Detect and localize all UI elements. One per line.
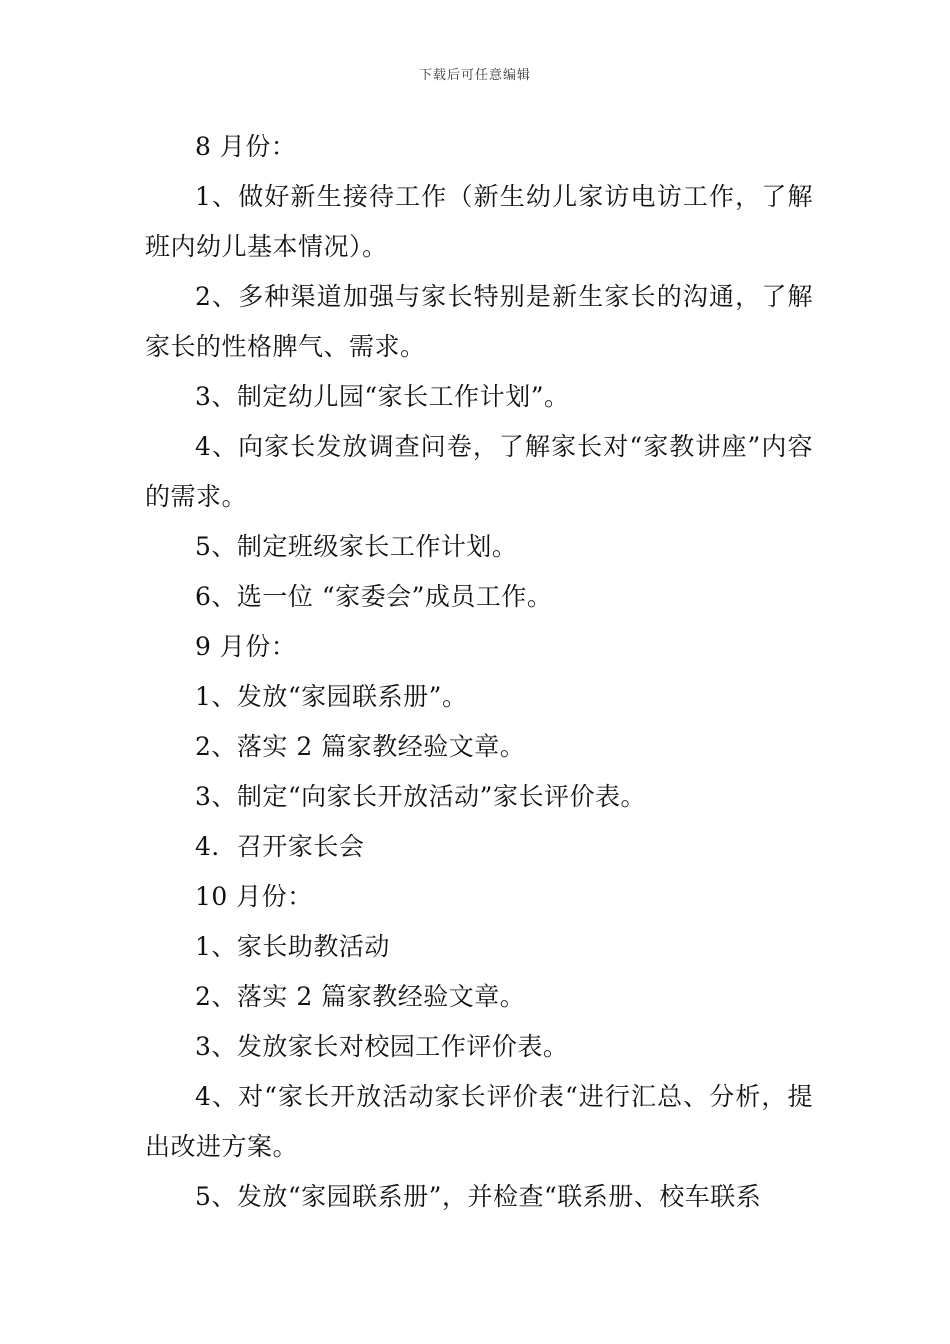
- list-item: 1、做好新生接待工作（新生幼儿家访电访工作，了解班内幼儿基本情况）。: [145, 182, 813, 261]
- month-heading-october: 10 月份：: [195, 882, 313, 911]
- list-item: 2、多种渠道加强与家长特别是新生家长的沟通，了解家长的性格脾气、需求。: [145, 282, 813, 361]
- list-item: 4、向家长发放调查问卷，了解家长对“家教讲座”内容的需求。: [145, 432, 813, 511]
- month-heading-august: 8 月份：: [195, 132, 297, 161]
- list-item: 6、选一位 “家委会”成员工作。: [195, 582, 553, 611]
- list-item: 4、对“家长开放活动家长评价表“进行汇总、分析，提出改进方案。: [145, 1082, 813, 1161]
- list-item: 2、落实 2 篇家教经验文章。: [195, 732, 526, 761]
- list-item: 4．召开家长会: [195, 832, 365, 861]
- list-item: 3、制定“向家长开放活动”家长评价表。: [195, 782, 646, 811]
- list-item: 3、发放家长对校园工作评价表。: [195, 1032, 569, 1061]
- list-item: 1、发放“家园联系册”。: [195, 682, 468, 711]
- list-item: 1、家长助教活动: [195, 932, 390, 961]
- list-item: 2、落实 2 篇家教经验文章。: [195, 982, 526, 1011]
- list-item: 5、制定班级家长工作计划。: [195, 532, 518, 561]
- document-body: [145, 122, 813, 1222]
- list-item: 5、发放“家园联系册”，并检查“联系册、校车联系: [195, 1182, 762, 1211]
- page-header: 下载后可任意编辑: [418, 68, 531, 83]
- month-heading-september: 9 月份：: [195, 632, 297, 661]
- list-item: 3、制定幼儿园“家长工作计划”。: [195, 382, 570, 411]
